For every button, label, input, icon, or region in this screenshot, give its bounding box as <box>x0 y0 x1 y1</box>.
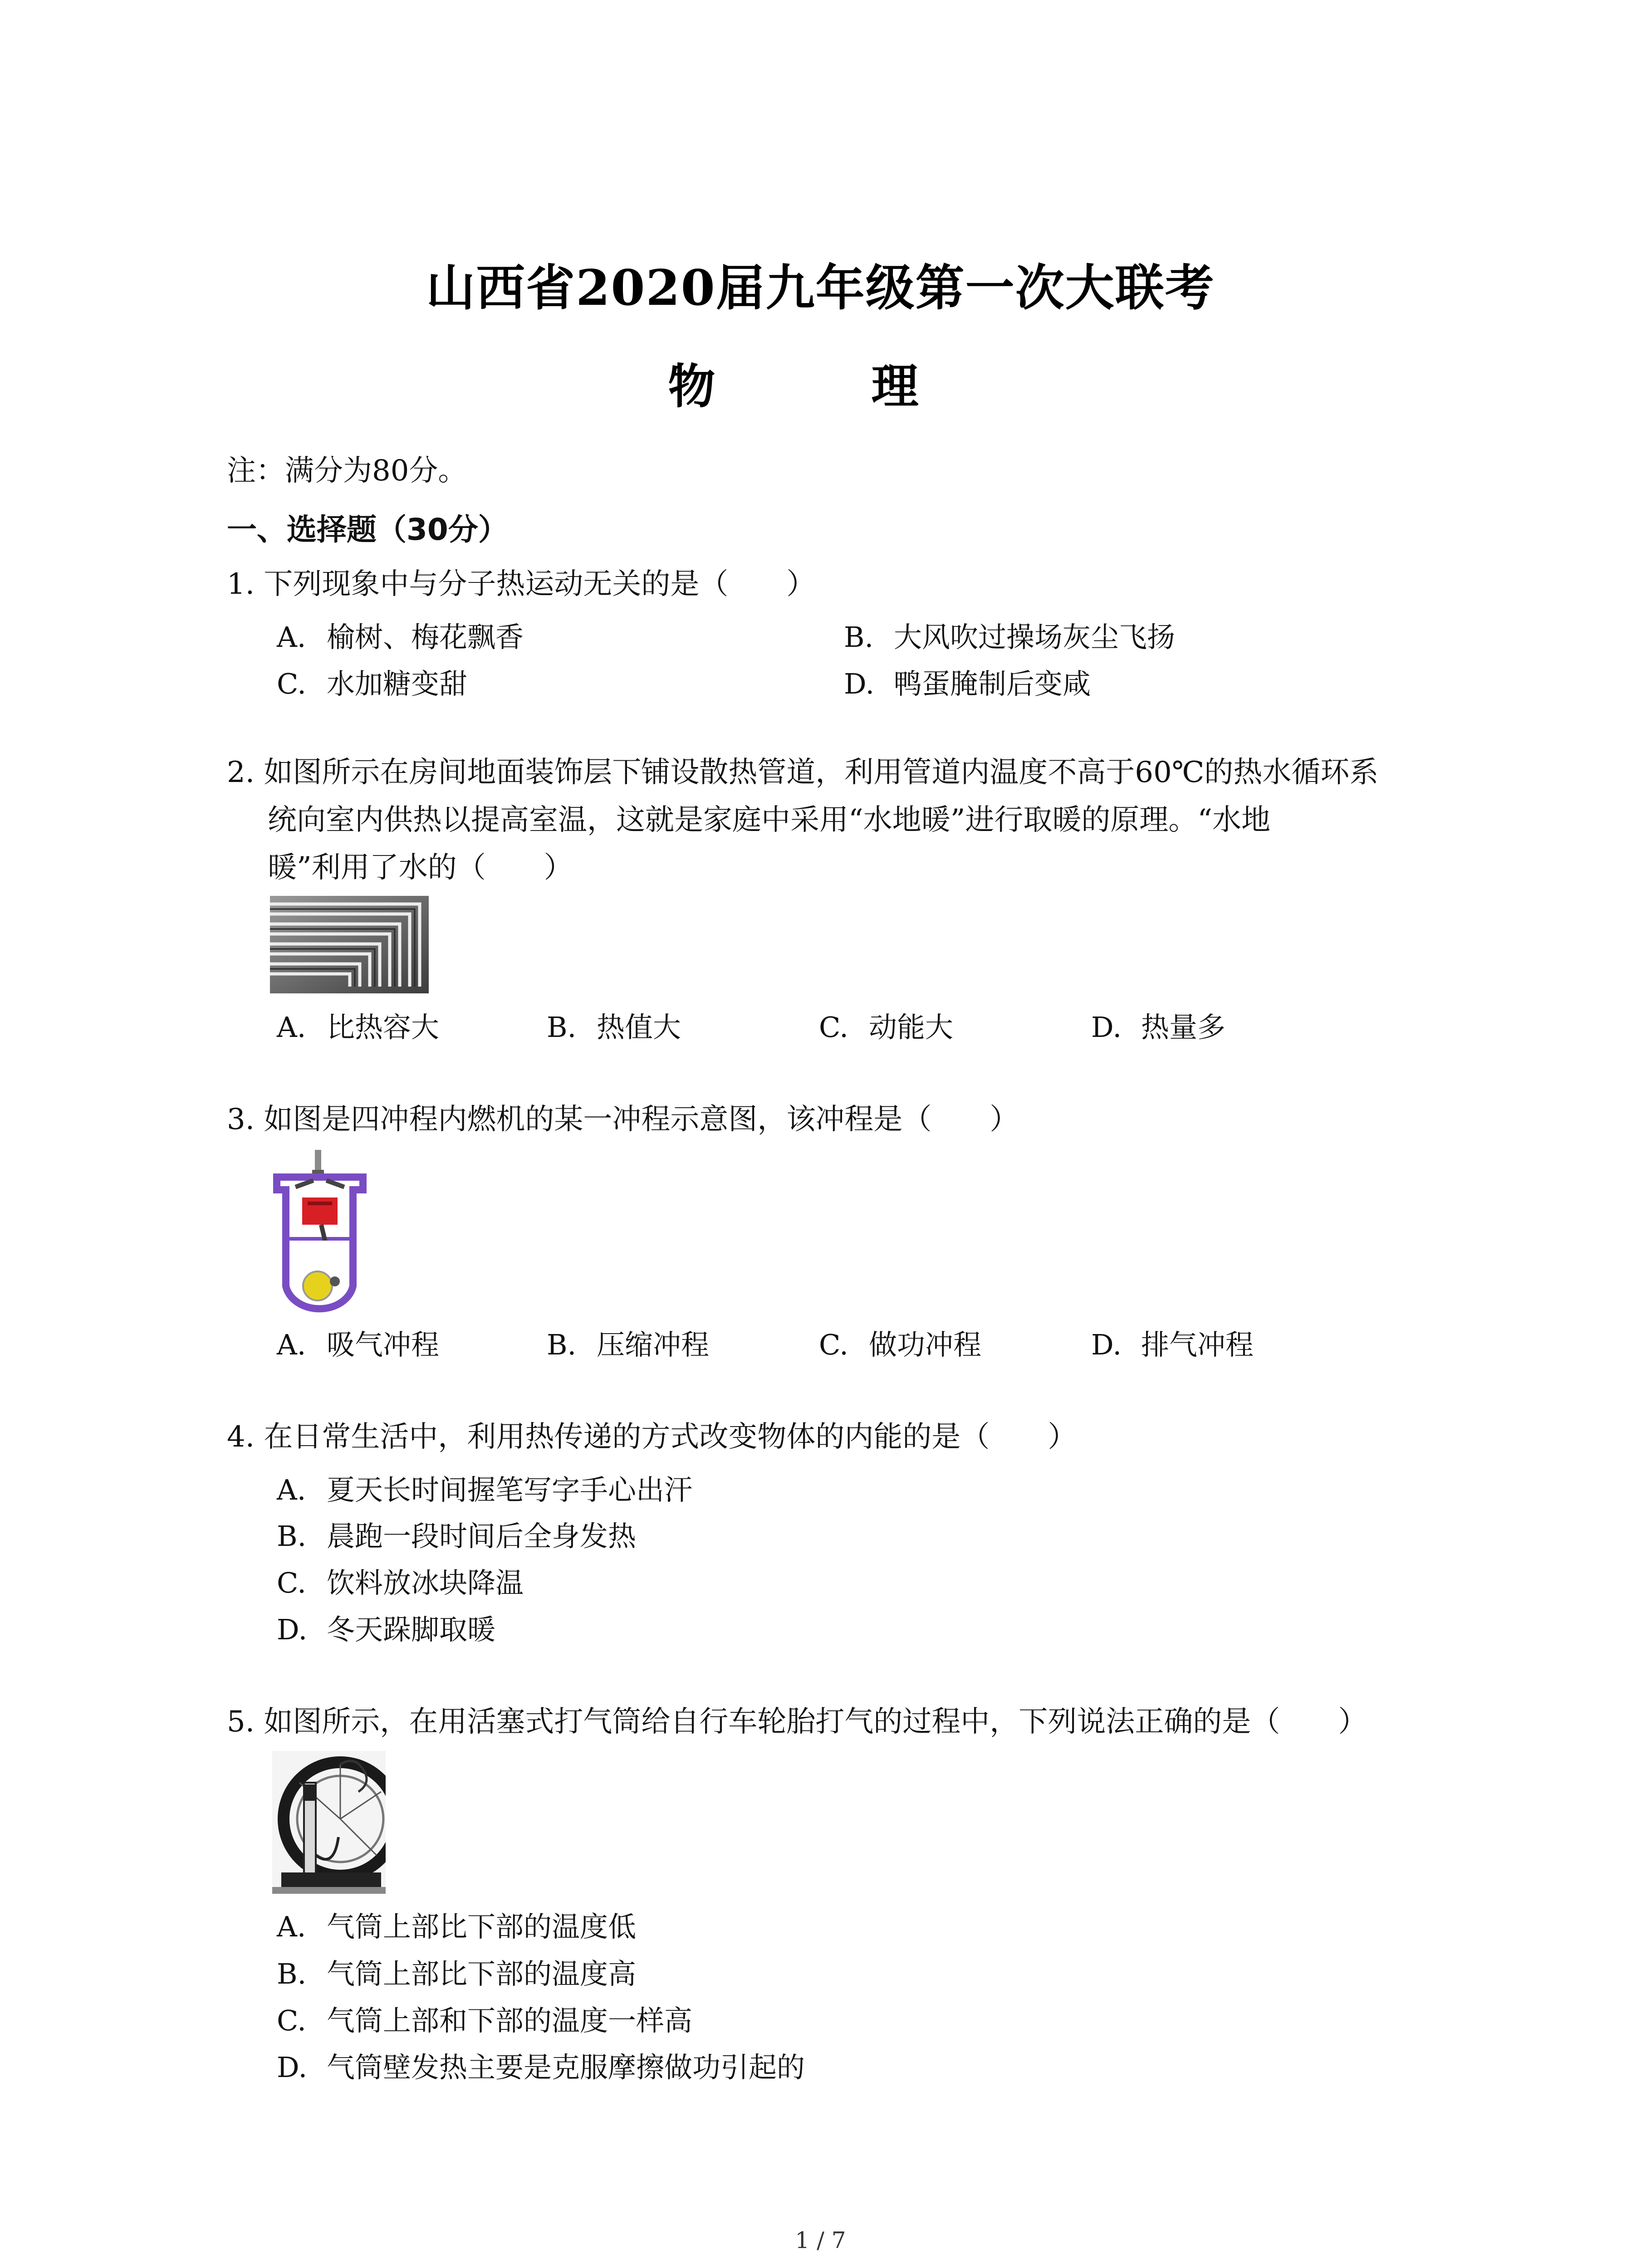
option-label: C. <box>819 1328 848 1361</box>
question-3-stem: 3. 如图是四冲程内燃机的某一冲程示意图，该冲程是（ ） <box>227 1103 1019 1136</box>
option-label: D. <box>1091 1011 1122 1044</box>
option-label: A. <box>277 1328 306 1361</box>
q3-option-d <box>1091 1322 1254 1363</box>
option-label: B. <box>547 1328 577 1361</box>
option-text: 大风吹过操场灰尘飞扬 <box>894 621 1176 654</box>
option-label: D. <box>1091 1328 1122 1361</box>
bicycle-pump-image <box>272 1751 386 1894</box>
q5-option-c <box>277 1998 692 2038</box>
option-text: 做功冲程 <box>869 1328 982 1361</box>
question-2-line-3: 暖”利用了水的（ ） <box>268 851 573 885</box>
option-text: 水加糖变甜 <box>327 667 468 700</box>
q2-option-a <box>277 1005 439 1045</box>
q2-option-c <box>819 1005 953 1045</box>
option-label: C. <box>819 1011 848 1044</box>
option-label: D. <box>277 2051 308 2084</box>
q5-option-b <box>277 1951 636 1992</box>
option-text: 热值大 <box>597 1011 681 1044</box>
option-text: 夏天长时间握笔写字手心出汗 <box>327 1473 693 1506</box>
question-4-stem: 4. 在日常生活中，利用热传递的方式改变物体的内能的是（ ） <box>227 1420 1077 1454</box>
q5-option-a <box>277 1904 636 1945</box>
q2-option-d <box>1091 1005 1225 1045</box>
option-text: 吸气冲程 <box>327 1328 440 1361</box>
question-1-stem: 1. 下列现象中与分子热运动无关的是（ ） <box>227 567 816 601</box>
option-text: 压缩冲程 <box>597 1328 710 1361</box>
engine-stroke-diagram <box>268 1150 372 1318</box>
score-note: 注：满分为80分。 <box>227 454 467 488</box>
q1-option-a <box>277 615 524 655</box>
subject-title: 物 理 <box>668 358 973 414</box>
option-text: 冬天跺脚取暖 <box>327 1613 496 1646</box>
floor-heating-pipes-image <box>270 896 429 993</box>
option-label: B. <box>547 1011 577 1044</box>
question-5-stem: 5. 如图所示，在用活塞式打气筒给自行车轮胎打气的过程中，下列说法正确的是（ ） <box>227 1705 1367 1739</box>
q1-option-c <box>277 661 467 702</box>
option-label: C. <box>277 1566 306 1599</box>
option-label: B. <box>277 1520 307 1553</box>
exam-title: 山西省2020届九年级第一次大联考 <box>426 259 1215 317</box>
option-label: C. <box>277 667 306 700</box>
option-label: A. <box>277 1011 306 1044</box>
option-label: A. <box>277 621 306 654</box>
option-text: 热量多 <box>1141 1011 1226 1044</box>
option-label: A. <box>277 1910 306 1943</box>
option-text: 排气冲程 <box>1141 1328 1254 1361</box>
option-text: 气筒上部和下部的温度一样高 <box>327 2004 693 2037</box>
section-heading: 一、选择题（30分） <box>227 512 508 547</box>
q4-option-b <box>277 1514 636 1554</box>
q4-option-d <box>277 1607 495 1647</box>
q2-option-b <box>547 1005 681 1045</box>
q4-option-a <box>277 1467 692 1508</box>
page-number: 1 / 7 <box>795 2227 846 2253</box>
option-text: 饮料放冰块降温 <box>327 1566 524 1599</box>
q3-option-c <box>819 1322 981 1363</box>
q3-option-b <box>547 1322 709 1363</box>
option-label: B. <box>277 1957 307 1990</box>
question-2-line-2: 统向室内供热以提高室温，这就是家庭中采用“水地暖”进行取暖的原理。“水地 <box>268 803 1271 837</box>
option-text: 气筒上部比下部的温度高 <box>327 1957 637 1990</box>
option-label: A. <box>277 1473 306 1506</box>
q1-option-b <box>844 615 1175 655</box>
option-label: C. <box>277 2004 306 2037</box>
option-label: D. <box>277 1613 308 1646</box>
q5-option-d <box>277 2045 805 2085</box>
option-label: D. <box>844 667 875 700</box>
q3-option-a <box>277 1322 439 1363</box>
question-2-line-1: 2. 如图所示在房间地面装饰层下铺设散热管道，利用管道内温度不高于60℃的热水循环系 <box>227 756 1379 789</box>
option-text: 比热容大 <box>327 1011 440 1044</box>
option-text: 气筒上部比下部的温度低 <box>327 1910 637 1943</box>
option-text: 动能大 <box>869 1011 954 1044</box>
q4-option-c <box>277 1560 524 1601</box>
option-text: 气筒壁发热主要是克服摩擦做功引起的 <box>327 2051 805 2084</box>
option-label: B. <box>844 621 874 654</box>
q1-option-d <box>844 661 1091 702</box>
option-text: 鸭蛋腌制后变咸 <box>894 667 1091 700</box>
option-text: 晨跑一段时间后全身发热 <box>327 1520 637 1553</box>
option-text: 榆树、梅花飘香 <box>327 621 524 654</box>
